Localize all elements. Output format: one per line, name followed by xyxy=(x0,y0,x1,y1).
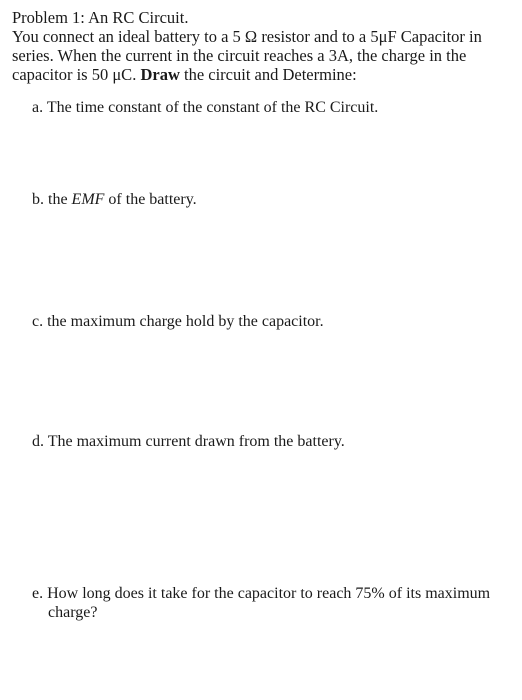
question-e-line-1: e. How long does it take for the capacitor to reach 75% of its maximum xyxy=(32,585,491,602)
question-b-suffix: of the battery. xyxy=(104,191,197,208)
problem-title: Problem 1: An RC Circuit. xyxy=(12,8,189,27)
statement-line-1: You connect an ideal battery to a 5 Ω resistor and to a 5μF Capacitor in xyxy=(12,27,482,46)
question-a: a. The time constant of the constant of the RC Circuit. xyxy=(32,99,379,116)
question-d: d. The maximum current drawn from the battery. xyxy=(32,433,345,450)
statement-line-3 xyxy=(12,65,512,84)
problem-statement xyxy=(12,27,512,84)
statement-line-3-text: capacitor is 50 μC. xyxy=(12,65,137,84)
question-e xyxy=(32,584,490,622)
statement-line-2: series. When the current in the circuit reaches a 3A, the charge in the xyxy=(12,46,467,65)
question-c: c. the maximum charge hold by the capacitor. xyxy=(32,313,324,330)
question-b-prefix: b. the xyxy=(32,191,72,208)
question-e-line-2: charge? xyxy=(48,604,98,621)
question-b-emf: EMF xyxy=(71,191,105,208)
statement-line-3-tail: the circuit and Determine: xyxy=(179,65,357,84)
statement-draw-emphasis: Draw xyxy=(140,65,180,84)
question-b xyxy=(32,190,197,209)
